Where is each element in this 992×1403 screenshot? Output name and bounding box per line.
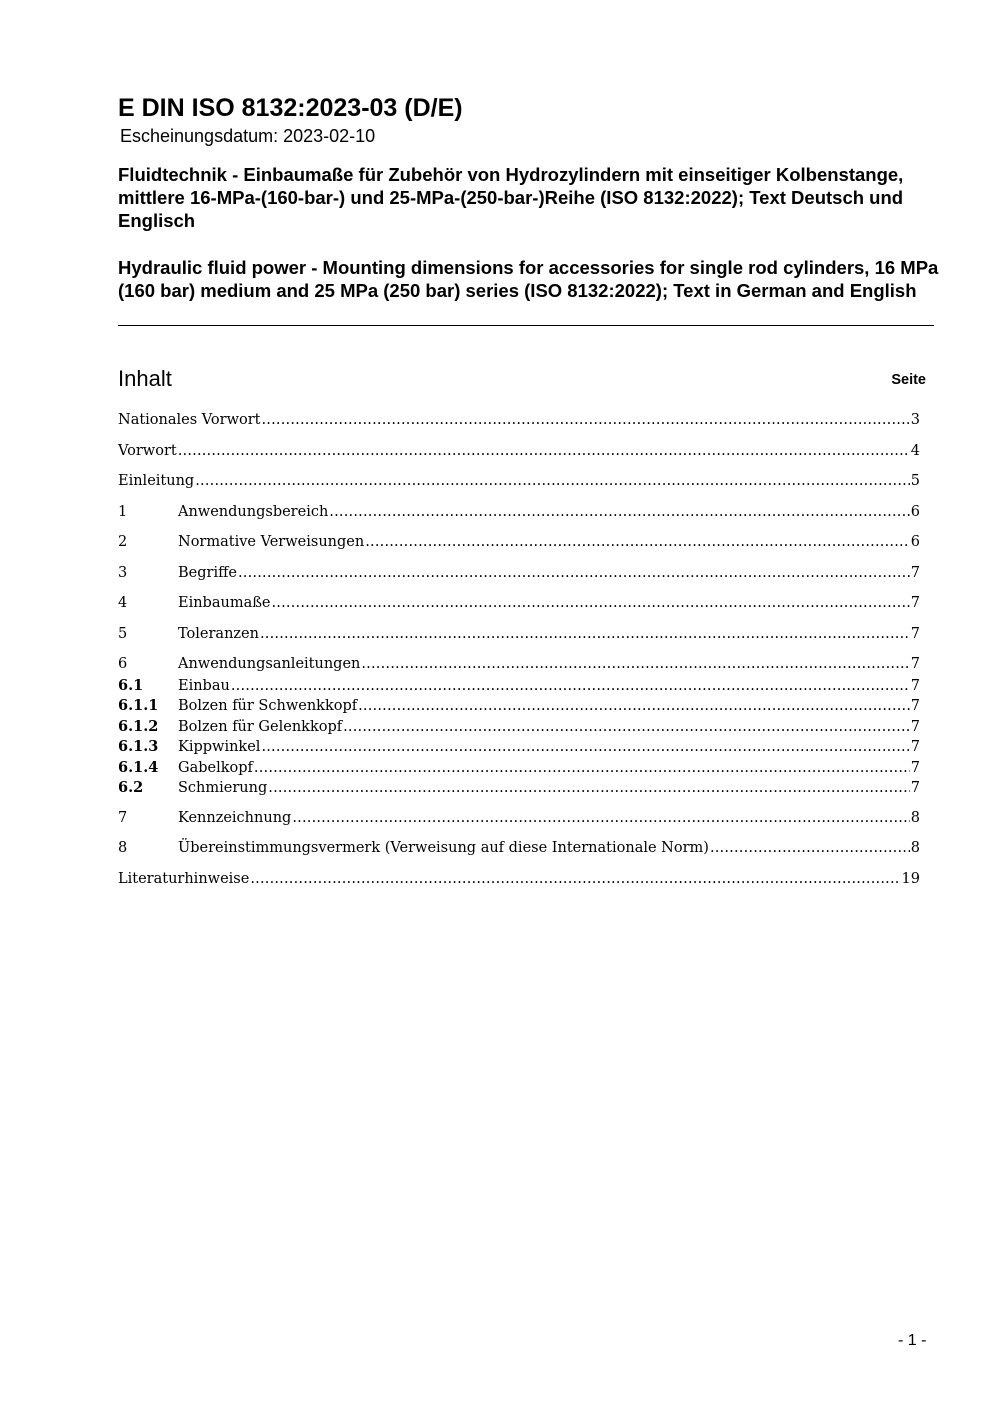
toc-entry-label: Übereinstimmungsvermerk (Verweisung auf diese Internationale Norm) [178,840,709,856]
toc-entry-label: Toleranzen [178,626,259,642]
toc-entry-literaturhinweise[interactable] [118,871,920,887]
toc-entry-number: 6.1.3 [118,738,159,755]
title-german: Fluidtechnik - Einbaumaße für Zubehör von Hydrozylindern mit einseitiger Kolbenstange, mittlere 16-MPa-(160-bar-) und 25-MPa-(250-bar-)Reihe (ISO 8132:2022); Text Deutsch und Englisch [118,164,904,231]
toc-entry-label: Begriffe [178,565,237,581]
toc-leader [238,565,910,581]
toc-entry-page: 7 [910,780,920,796]
toc-entry-page: 6 [910,534,920,550]
toc-entry-label: Bolzen für Gelenkkopf [178,719,343,735]
toc-page-column-label: Seite [891,372,926,388]
toc-entry-page: 8 [910,810,920,826]
toc-leader [272,595,910,611]
toc-entry-6[interactable] [118,656,920,672]
toc-entry-number: 8 [118,840,128,856]
toc-leader [254,760,910,776]
toc-entry-page: 7 [910,656,920,672]
toc-entry-page: 4 [910,443,920,459]
toc-entry-page: 7 [910,719,920,735]
toc-entry-8[interactable] [118,840,920,856]
toc-entry-page: 7 [910,565,920,581]
toc-leader [261,412,909,428]
toc-entry-number: 7 [118,810,128,826]
toc-entry-6-1-2[interactable] [118,718,920,735]
toc-leader [178,443,910,459]
toc-entry-number: 6.1.1 [118,697,159,714]
toc-leader [361,656,909,672]
page-number: - 1 - [898,1332,927,1349]
toc-entry-3[interactable] [118,565,920,581]
toc-entry-number: 3 [118,565,128,581]
toc-leader [195,473,910,489]
toc-entry-einleitung[interactable] [118,473,920,489]
toc-leader [250,871,900,887]
title-english: Hydraulic fluid power - Mounting dimensions for accessories for single rod cylinders, 16 MPa (160 bar) medium and 25 MPa (250 bar) series (ISO 8132:2022); Text in German and English [118,257,939,301]
toc-entry-page: 7 [910,760,920,776]
toc-entry-label: Normative Verweisungen [178,534,365,550]
toc-entry-5[interactable] [118,626,920,642]
toc-entry-label: Schmierung [178,780,268,796]
toc-entry-page: 8 [910,840,920,856]
title-divider [118,325,934,326]
toc-entry-label: Einbau [178,678,230,694]
toc-entry-number: 6 [118,656,128,672]
toc-entry-vorwort[interactable] [118,443,920,459]
toc-entry-page: 6 [910,504,920,520]
toc-entry-page: 7 [910,739,920,755]
toc-leader [710,840,910,856]
toc-entry-1[interactable] [118,504,920,520]
toc-entry-label: Einleitung [118,473,195,489]
document-id: E DIN ISO 8132:2023-03 (D/E) [118,94,463,122]
toc-entry-number: 6.1.4 [118,759,159,776]
toc-entry-page: 7 [910,678,920,694]
toc-leader [292,810,909,826]
toc-leader [343,719,910,735]
toc-leader [329,504,909,520]
toc-leader [268,780,910,796]
toc-leader [261,739,909,755]
toc-entry-number: 6.2 [118,779,144,796]
toc-entry-label: Nationales Vorwort [118,412,261,428]
toc-entry-nationales-vorwort[interactable] [118,412,920,428]
toc-entry-6-2[interactable] [118,779,920,796]
toc-entry-2[interactable] [118,534,920,550]
toc-leader [365,534,910,550]
toc-entry-page: 7 [910,595,920,611]
toc-entry-6-1-4[interactable] [118,759,920,776]
toc-leader [231,678,910,694]
toc-entry-page: 7 [910,626,920,642]
toc-heading: Inhalt [118,366,172,391]
toc-leader [260,626,910,642]
toc-entry-label: Anwendungsbereich [178,504,329,520]
toc-entry-7[interactable] [118,810,920,826]
toc-entry-number: 4 [118,595,128,611]
toc-entry-label: Kippwinkel [178,739,261,755]
toc-entry-label: Einbaumaße [178,595,271,611]
toc-entry-number: 6.1.2 [118,718,159,735]
toc-entry-number: 2 [118,534,128,550]
toc-entry-number: 6.1 [118,677,144,694]
toc-entry-label: Gabelkopf [178,760,253,776]
toc-entry-page: 19 [901,871,920,887]
toc-leader [358,698,910,714]
toc-entry-label: Kennzeichnung [178,810,292,826]
toc-entry-number: 5 [118,626,128,642]
toc-entry-label: Literaturhinweise [118,871,250,887]
toc-entry-6-1-1[interactable] [118,697,920,714]
toc-entry-6-1[interactable] [118,677,920,694]
toc-entry-page: 5 [910,473,920,489]
toc-entry-4[interactable] [118,595,920,611]
toc-entry-page: 3 [910,412,920,428]
toc-entry-6-1-3[interactable] [118,738,920,755]
publication-date: Escheinungsdatum: 2023-02-10 [120,126,376,146]
toc-entry-label: Vorwort [118,443,177,459]
toc-entry-number: 1 [118,504,128,520]
toc-entry-label: Anwendungsanleitungen [178,656,361,672]
toc-entry-page: 7 [910,698,920,714]
toc-entry-label: Bolzen für Schwenkkopf [178,698,358,714]
